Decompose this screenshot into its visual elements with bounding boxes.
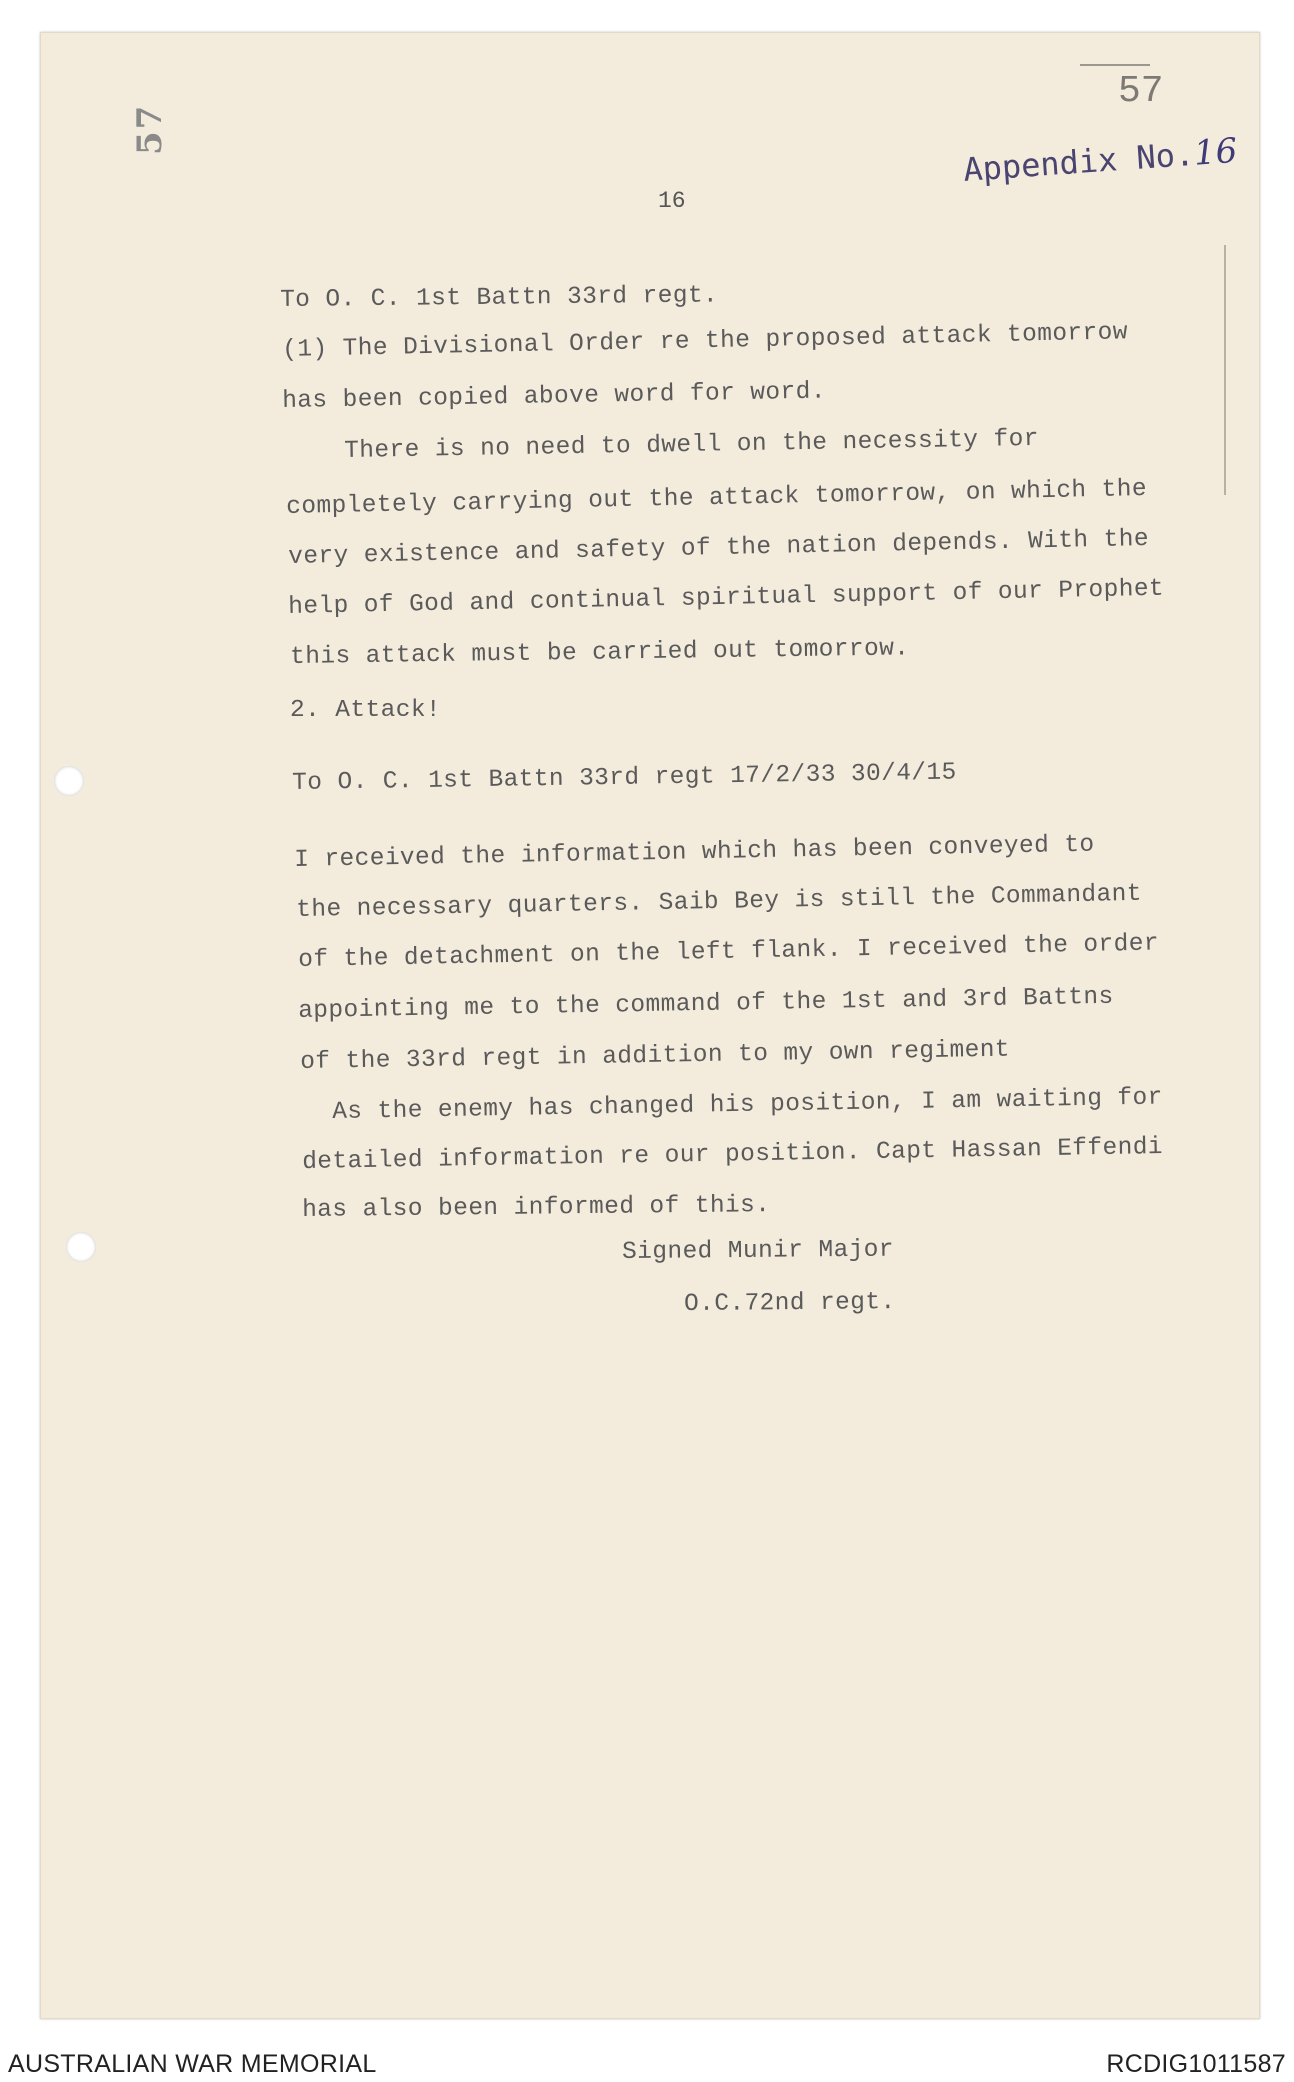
typed-line: this attack must be carried out tomorrow.	[290, 635, 910, 671]
typed-line: help of God and continual spiritual support of our Prophet	[288, 575, 1165, 621]
typed-line: has been copied above word for word.	[282, 378, 827, 415]
signature-line: Signed Munir Major	[622, 1236, 895, 1266]
footer-id: RCDIG1011587	[1106, 2050, 1286, 2078]
corner-folio-number: 57	[1118, 70, 1164, 113]
punch-hole-bottom	[66, 1232, 96, 1262]
typed-line: very existence and safety of the nation depends. With the	[288, 525, 1150, 571]
appendix-number: 16	[1192, 130, 1239, 174]
typed-line: As the enemy has changed his position, I am waiting for	[332, 1084, 1163, 1126]
page-number: 16	[658, 188, 686, 214]
typed-line: of the detachment on the left flank. I received the order	[298, 930, 1160, 974]
typed-line: the necessary quarters. Saib Bey is still the Commandant	[296, 880, 1143, 924]
corner-dash	[1080, 64, 1150, 66]
typed-line: I received the information which has been conveyed to	[294, 831, 1095, 874]
punch-hole-top	[54, 766, 84, 796]
margin-mark	[1224, 245, 1226, 495]
typed-line: There is no need to dwell on the necessity for	[344, 425, 1040, 465]
typed-line: completely carrying out the attack tomorrow, on which the	[286, 475, 1148, 521]
margin-folio-number: 57	[130, 103, 170, 155]
typed-line: To O. C. 1st Battn 33rd regt 17/2/33 30/4/15	[292, 759, 957, 797]
appendix-label: Appendix No.	[962, 134, 1196, 189]
typed-line: 2. Attack!	[290, 697, 442, 724]
typed-line: of the 33rd regt in addition to my own regiment	[300, 1036, 1011, 1076]
typed-line: (1) The Divisional Order re the proposed attack tomorrow	[282, 319, 1129, 364]
footer-source: AUSTRALIAN WAR MEMORIAL	[8, 2050, 377, 2078]
typed-line: has also been informed of this.	[302, 1192, 771, 1224]
signature-rank: O.C.72nd regt.	[684, 1289, 896, 1318]
typed-line: detailed information re our position. Capt Hassan Effendi	[302, 1133, 1164, 1176]
typed-line: To O. C. 1st Battn 33rd regt.	[280, 282, 719, 314]
typed-line: appointing me to the command of the 1st and 3rd Battns	[298, 983, 1114, 1025]
